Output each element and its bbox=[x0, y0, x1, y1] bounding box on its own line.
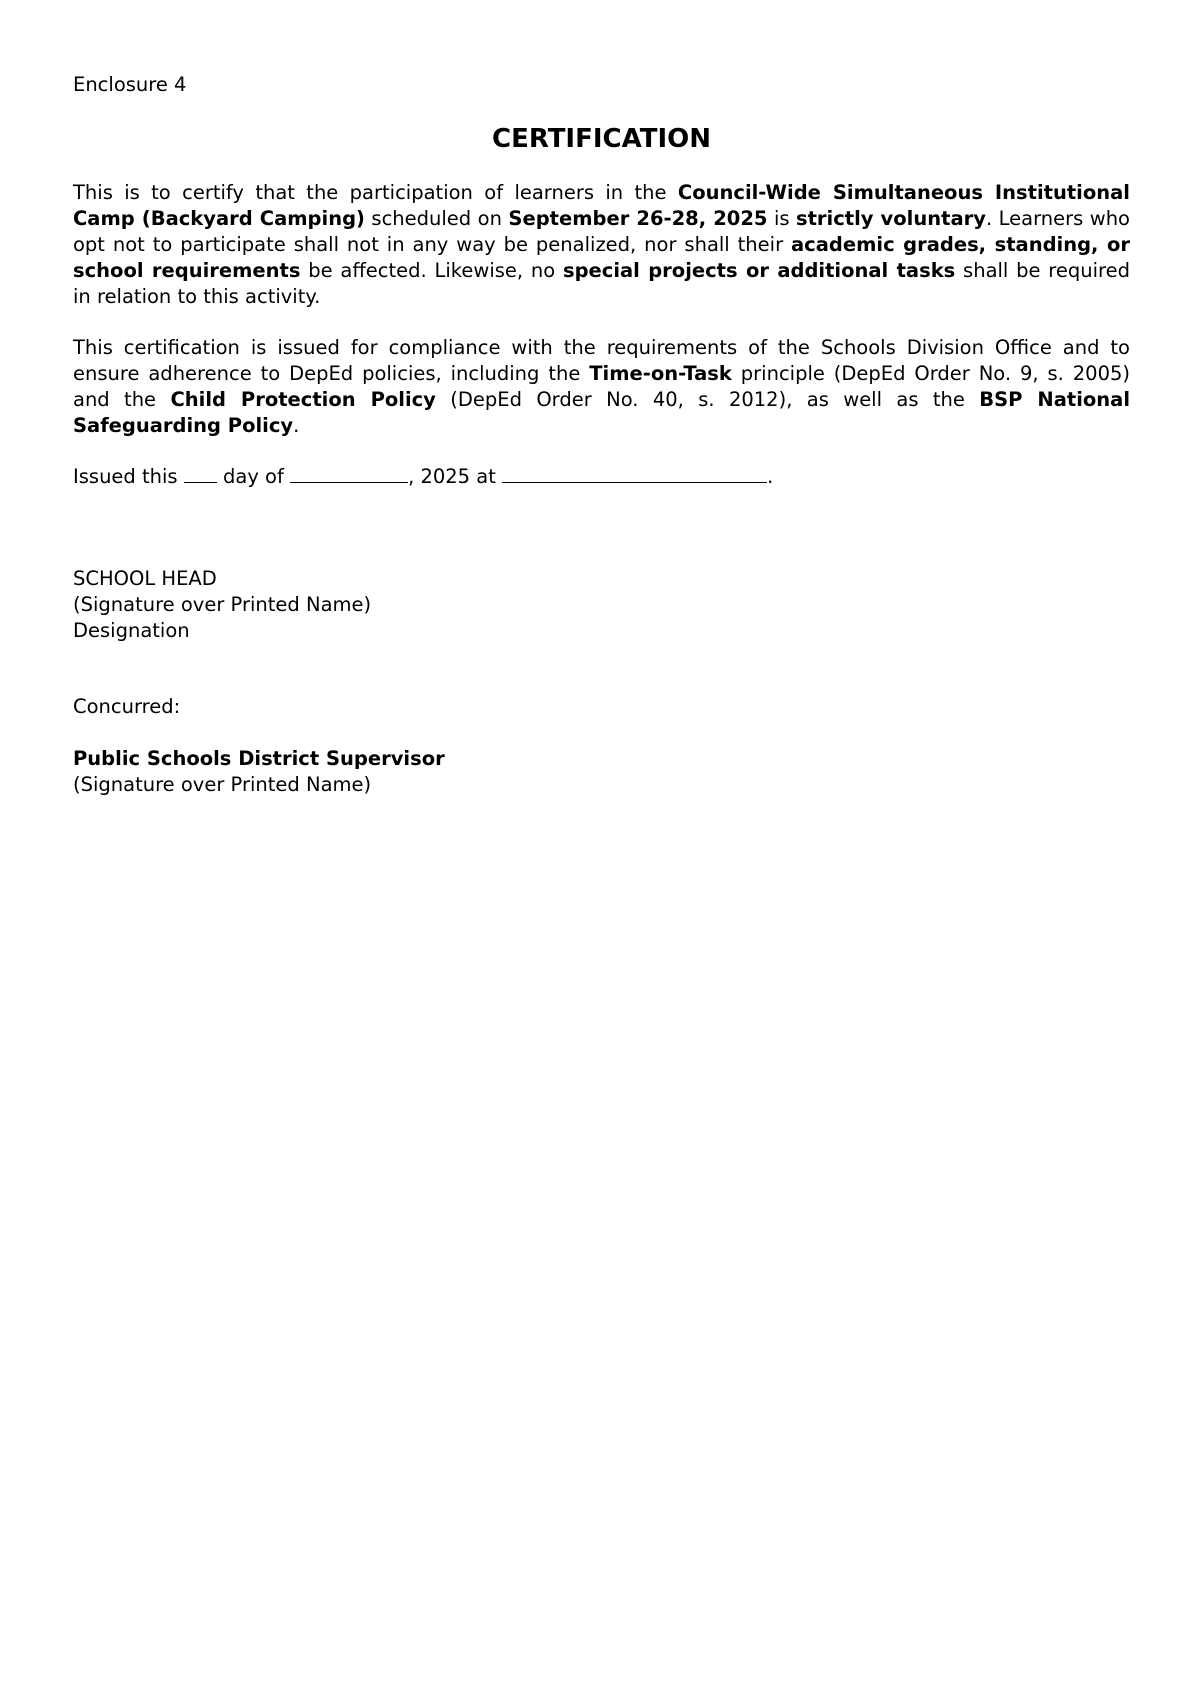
day-blank-field[interactable] bbox=[184, 464, 217, 483]
p1-text-4: . Learners who opt not to participate shall not in any way be penalized, nor shall their bbox=[73, 207, 1130, 256]
p2-bold-time-on-task: Time-on-Task bbox=[589, 362, 732, 385]
p2-text-1: This certification is issued for compliance with the requirements of the Schools Division Office and to ensure adherence to DepEd policies, including the bbox=[73, 336, 1130, 385]
p1-bold-projects: special projects or additional tasks bbox=[562, 259, 956, 282]
p2-bold-bsp-policy: BSP National Safeguarding Policy bbox=[73, 388, 1131, 437]
document-title: CERTIFICATION bbox=[492, 124, 711, 154]
p1-text-3: is bbox=[767, 207, 796, 230]
p2-bold-child-protection: Child Protection Policy bbox=[170, 388, 436, 411]
certification-paragraph-2 bbox=[73, 335, 1130, 439]
supervisor-signature-block bbox=[73, 746, 1130, 798]
supervisor-title: Public Schools District Supervisor bbox=[73, 747, 445, 770]
place-blank-field[interactable] bbox=[502, 464, 767, 483]
p1-text-1: This is to certify that the participation of learners in the bbox=[73, 181, 678, 204]
enclosure-label: Enclosure 4 bbox=[73, 73, 187, 96]
p2-text-3: (DepEd Order No. 40, s. 2012), as well as the bbox=[435, 388, 980, 411]
p1-text-5: be affected. Likewise, no bbox=[300, 259, 563, 282]
issued-prefix: Issued this bbox=[73, 465, 184, 488]
p1-bold-voluntary: strictly voluntary bbox=[796, 207, 986, 230]
school-head-signature-caption: (Signature over Printed Name) bbox=[73, 593, 372, 616]
concurred-label: Concurred: bbox=[73, 695, 181, 718]
month-blank-field[interactable] bbox=[290, 464, 408, 483]
document-page bbox=[73, 72, 1130, 798]
p1-text-2: scheduled on bbox=[364, 207, 509, 230]
school-head-designation: Designation bbox=[73, 619, 190, 642]
p1-bold-date: September 26-28, 2025 bbox=[508, 207, 768, 230]
supervisor-signature-caption: (Signature over Printed Name) bbox=[73, 773, 372, 796]
issued-suffix: . bbox=[767, 465, 774, 488]
p2-text-2: principle (DepEd Order No. 9, s. 2005) and the bbox=[73, 362, 1130, 411]
certification-paragraph-1 bbox=[73, 180, 1130, 310]
issued-line bbox=[73, 464, 1130, 490]
p1-bold-grades: academic grades, standing, or school requirements bbox=[73, 233, 1130, 282]
p1-bold-event: Council-Wide Simultaneous Institutional Camp (Backyard Camping) bbox=[73, 181, 1130, 230]
p2-text-4: . bbox=[293, 414, 300, 437]
school-head-signature-block bbox=[73, 566, 1130, 644]
issued-year-at: , 2025 at bbox=[408, 465, 503, 488]
issued-day-of: day of bbox=[216, 465, 291, 488]
school-head-title: SCHOOL HEAD bbox=[73, 567, 217, 590]
p1-text-6: shall be required in relation to this activity. bbox=[73, 259, 1130, 308]
